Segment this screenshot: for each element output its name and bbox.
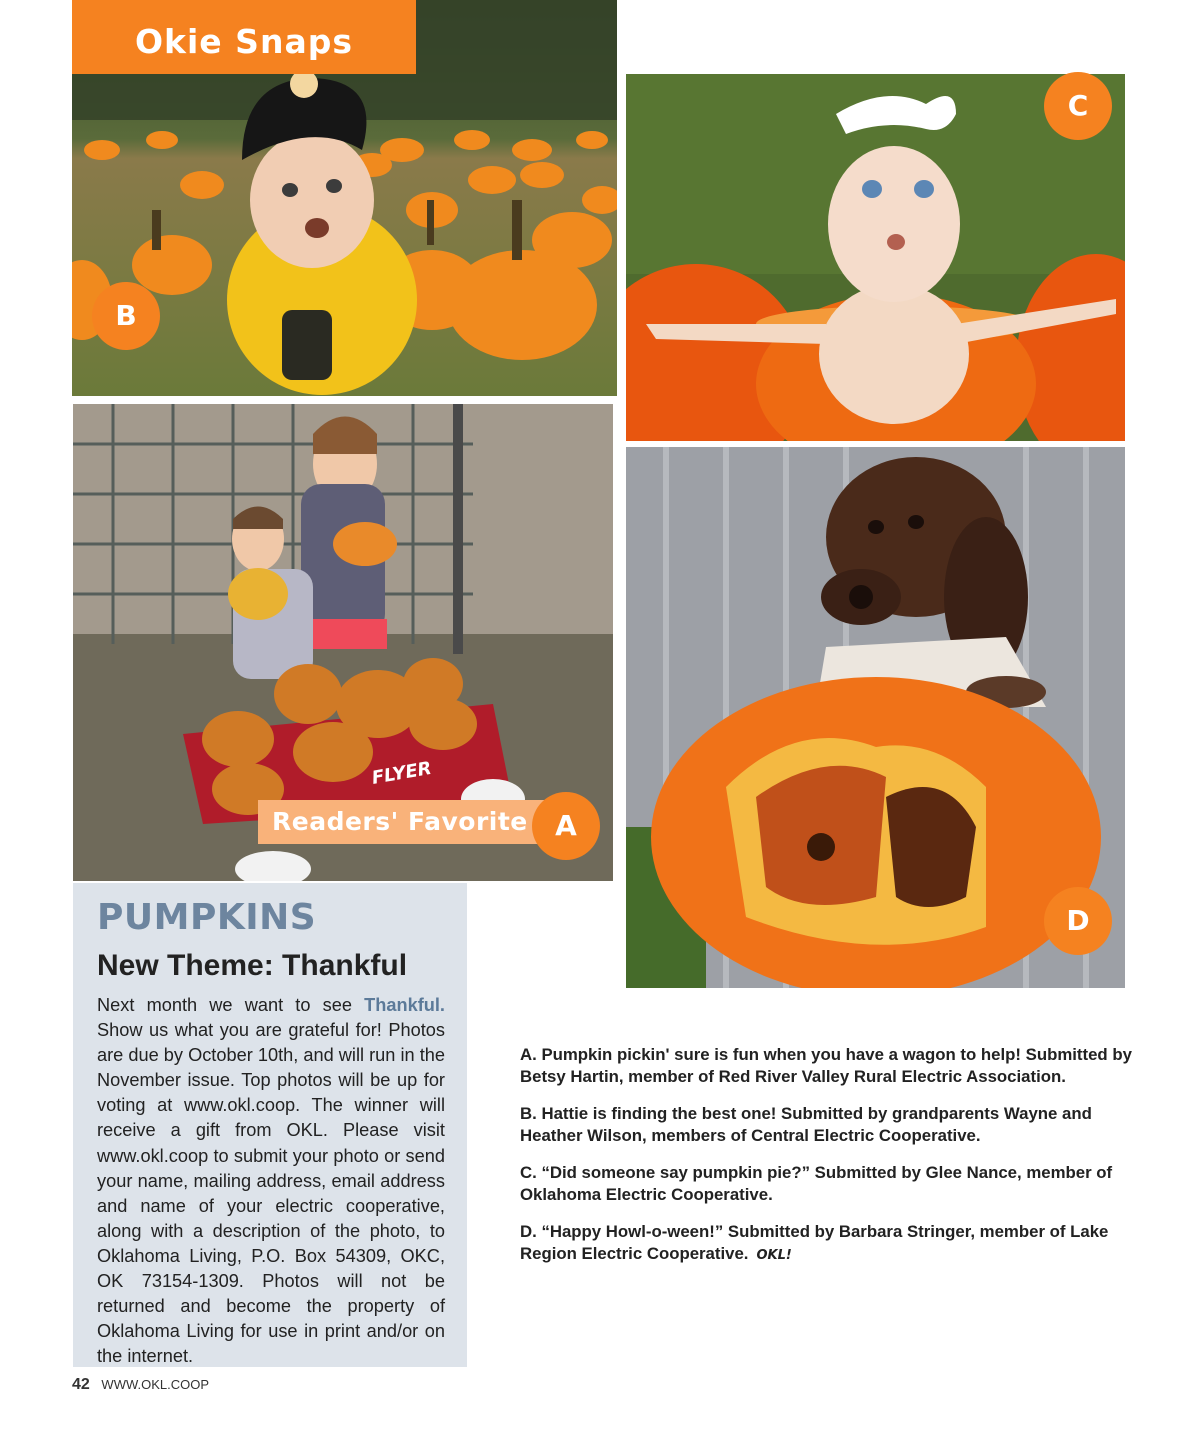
wagon-brand-text: FLYER [370, 757, 434, 789]
theme-info-box [73, 883, 467, 1367]
info-subtitle: New Theme: Thankful [97, 949, 408, 982]
caption-d [520, 1221, 1132, 1267]
caption-a: A. Pumpkin pickin' sure is fun when you have a wagon to help! Submitted by Betsy Hartin, member of Red River Valley Rural Electric Association. [520, 1045, 1132, 1086]
badge-a: A [532, 792, 600, 860]
info-body [97, 993, 445, 1369]
badge-b: B [92, 282, 160, 350]
photo-c-baby-in-pumpkin [626, 74, 1125, 441]
info-body-details: Show us what you are grateful for! Photos are due by October 10th, and will run in the November issue. Top photos will be up for voting at www.okl.coop. The winner will receive a gift from OKL. Please visit www.okl.coop to submit your photo or send your name, mailing address, email address and name of your electric cooperative, along with a description of the photo, to Oklahoma Living, P.O. Box 54309, OKC, OK 73154-1309. Photos will not be returned and become the property of Oklahoma Living for use in print and/or on the internet. [97, 1020, 445, 1367]
page-number: 42 [72, 1376, 90, 1393]
photo-captions [520, 1044, 1132, 1282]
footer-url: WWW.OKL.COOP [101, 1377, 210, 1392]
info-body-intro: Next month we want to see [97, 995, 365, 1015]
okl-end-mark: OKL! [756, 1248, 792, 1263]
info-body-highlight: Thankful. [364, 995, 445, 1015]
caption-c: C. “Did someone say pumpkin pie?” Submitted by Glee Nance, member of Oklahoma Electric Cooperative. [520, 1163, 1113, 1204]
section-title: Okie Snaps [72, 0, 416, 74]
page-footer [72, 1376, 209, 1394]
badge-d: D [1044, 887, 1112, 955]
readers-favorite-label: Readers' Favorite [258, 800, 544, 844]
badge-c: C [1044, 72, 1112, 140]
caption-d-text: D. “Happy Howl-o-ween!” Submitted by Barbara Stringer, member of Lake Region Electric Cooperative. [520, 1222, 1109, 1263]
caption-b: B. Hattie is finding the best one! Submitted by grandparents Wayne and Heather Wilson, members of Central Electric Cooperative. [520, 1104, 1092, 1145]
info-title: PUMPKINS [97, 897, 317, 938]
